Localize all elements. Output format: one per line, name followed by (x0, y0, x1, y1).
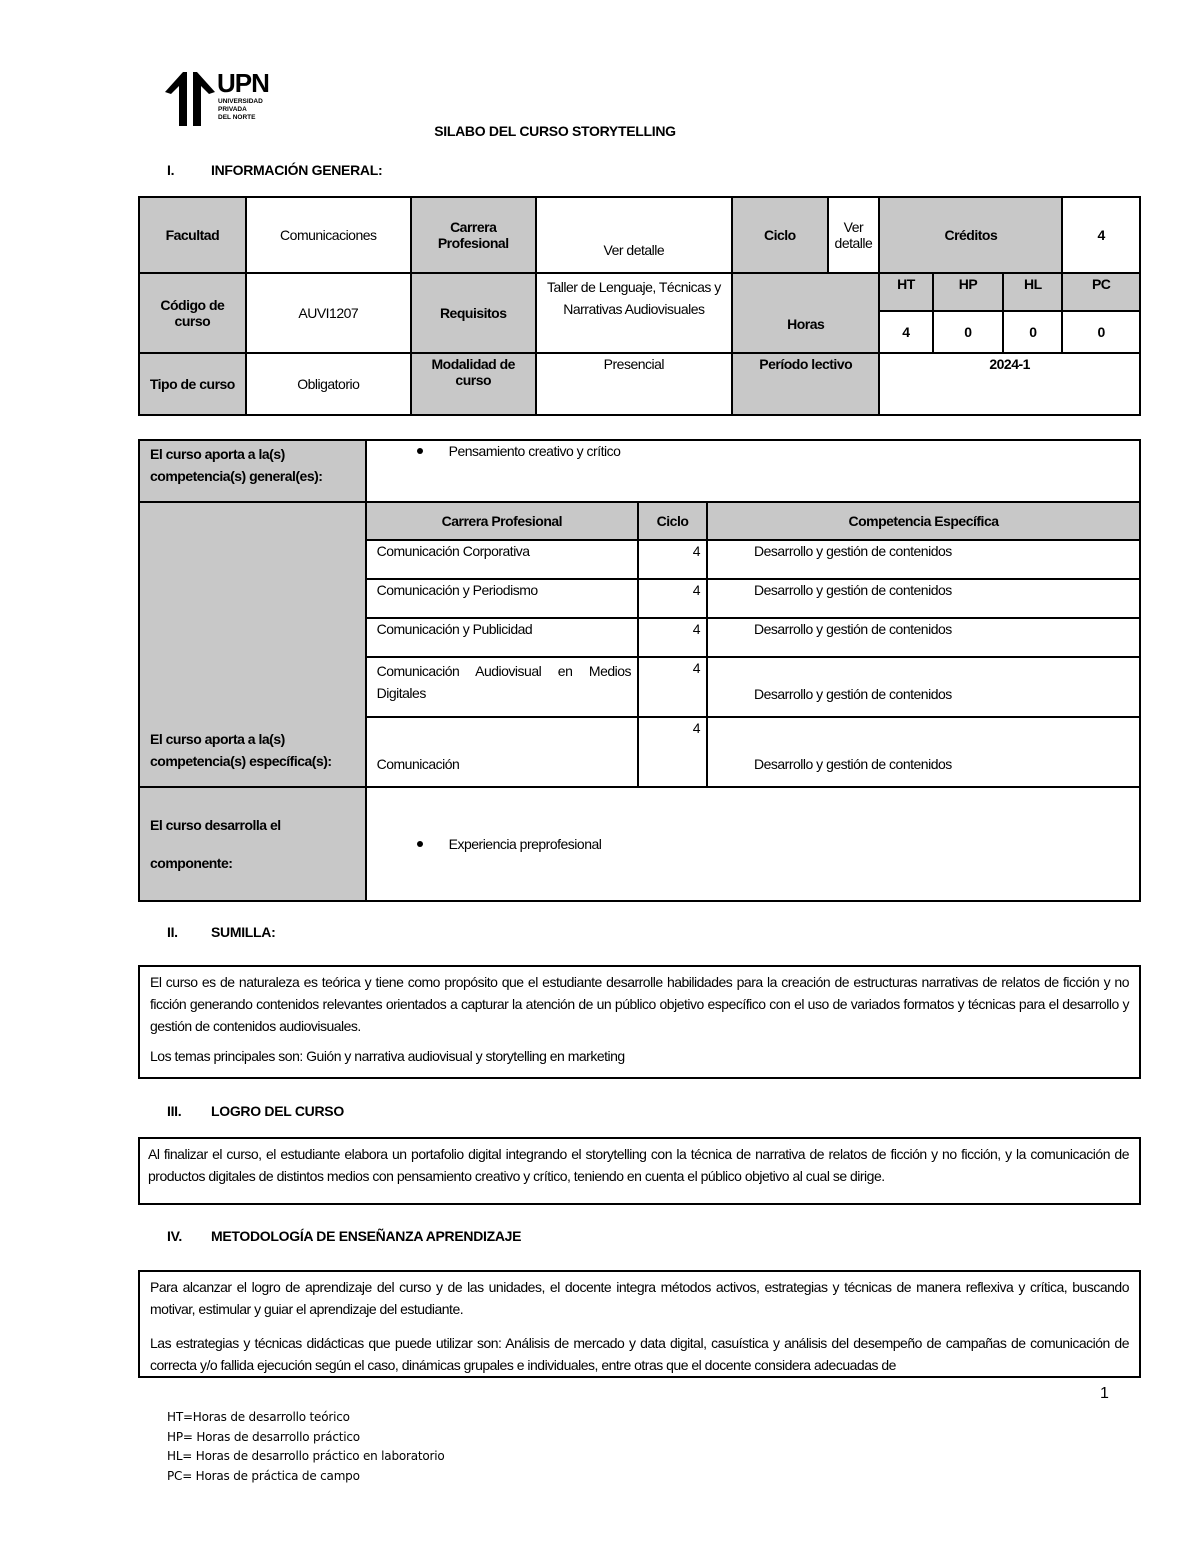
periodo-label: Período lectivo (732, 353, 879, 415)
creditos-label: Créditos (879, 197, 1062, 273)
row-ciclo: 4 (638, 579, 707, 618)
sumilla-topics: Los temas principales son: Guión y narrativa audiovisual y storytelling en marketing (150, 1048, 625, 1064)
legend-item: HT=Horas de desarrollo teórico (167, 1410, 350, 1424)
row-carrera: Comunicación (366, 717, 638, 787)
codigo-value: AUVI1207 (246, 273, 411, 353)
metodologia-paragraph-2: Las estrategias y técnicas didácticas que puede utilizar son: Análisis de mercado y data digital, casuística y análisis del desempeño de campañas de comunicación de correcta y/o fallida ejecución según el caso, dinámicas grupales e individuales, entre otras que el docente considera adecuadas de (150, 1335, 1129, 1373)
hours-value-hl: 0 (1003, 311, 1062, 353)
hours-header-pc: PC (1062, 273, 1140, 311)
row-competencia: Desarrollo y gestión de contenidos (707, 657, 1140, 717)
metodologia-paragraph-1: Para alcanzar el logro de aprendizaje del curso y de las unidades, el docente integra métodos activos, estrategias y técnicas de manera reflexiva y crítica, buscando motivar, estimular y guiar el aprendizaje del estudiante. (150, 1279, 1129, 1317)
section-heading-sumilla: II. SUMILLA: (167, 924, 276, 940)
row-competencia: Desarrollo y gestión de contenidos (707, 618, 1140, 657)
requisitos-label: Requisitos (411, 273, 536, 353)
header-carrera: Carrera Profesional (366, 502, 638, 540)
page-number: 1 (1100, 1385, 1109, 1402)
logo-subtitle: UNIVERSIDAD PRIVADA DEL NORTE (218, 98, 263, 121)
bullet-icon (417, 841, 423, 847)
ciclo-value: Ver detalle (828, 197, 880, 273)
periodo-value: 2024-1 (879, 353, 1140, 415)
sumilla-box (138, 965, 1141, 1079)
row-ciclo: 4 (638, 717, 707, 787)
general-competence-cell (366, 440, 1140, 502)
row-competencia: Desarrollo y gestión de contenidos (707, 540, 1140, 579)
row-competencia: Desarrollo y gestión de contenidos (707, 717, 1140, 787)
row-carrera: Comunicación y Periodismo (366, 579, 638, 618)
row-carrera: Comunicación Audiovisual en Medios Digitales (366, 657, 638, 717)
sumilla-paragraph: El curso es de naturaleza es teórica y tiene como propósito que el estudiante desarrolle habilidades para la creación de estructuras narrativas de relatos de ficción y no ficción generando contenidos relevantes orientados a capturar la atención de un público objetivo específico con el uso de variados formatos y técnicas para el desarrollo y gestión de contenidos audiovisuales. (150, 974, 1129, 1034)
general-competence-item: Pensamiento creativo y crítico (448, 443, 621, 459)
document-title: SILABO DEL CURSO STORYTELLING (434, 123, 676, 139)
carrera-label: Carrera Profesional (411, 197, 536, 273)
section-heading-metodologia: IV. METODOLOGÍA DE ENSEÑANZA APRENDIZAJE (167, 1228, 522, 1244)
upn-arrow-icon (165, 70, 215, 126)
row-competencia: Desarrollo y gestión de contenidos (707, 579, 1140, 618)
competencias-table (138, 439, 1141, 902)
componente-label: El curso desarrolla el componente: (139, 787, 366, 901)
carrera-value: Ver detalle (536, 197, 733, 273)
tipo-label: Tipo de curso (139, 353, 246, 415)
hours-header-hl: HL (1003, 273, 1062, 311)
hours-legend (167, 1408, 445, 1486)
upn-logo (165, 70, 275, 128)
modalidad-value: Presencial (536, 353, 733, 415)
componente-cell (366, 787, 1140, 901)
general-info-table (138, 196, 1141, 416)
horas-label: Horas (732, 273, 879, 353)
logo-name: UPN (217, 68, 269, 98)
row-ciclo: 4 (638, 618, 707, 657)
logro-box (138, 1137, 1141, 1205)
logro-paragraph: Al finalizar el curso, el estudiante elabora un portafolio digital integrando el storytelling con la técnica de narrativa de relatos de ficción y no ficción, y la comunicación de productos digitales de distintos medios con pensamiento creativo y crítico, teniendo en cuenta el público objetivo al cual se dirige. (148, 1146, 1129, 1184)
row-ciclo: 4 (638, 657, 707, 717)
metodologia-box (138, 1270, 1141, 1378)
section-heading-logro: III. LOGRO DEL CURSO (167, 1103, 344, 1119)
hours-header-hp: HP (933, 273, 1004, 311)
ciclo-label: Ciclo (732, 197, 827, 273)
hours-value-pc: 0 (1062, 311, 1140, 353)
modalidad-label: Modalidad de curso (411, 353, 536, 415)
legend-item: HP= Horas de desarrollo práctico (167, 1429, 360, 1444)
general-competence-label: El curso aporta a la(s) competencia(s) general(es): (139, 440, 366, 502)
section-heading-general: I. INFORMACIÓN GENERAL: (167, 162, 383, 178)
header-ciclo: Ciclo (638, 502, 707, 540)
row-ciclo: 4 (638, 540, 707, 579)
legend-item: HL= Horas de desarrollo práctico en laboratorio (167, 1449, 445, 1463)
specific-competence-label: El curso aporta a la(s) competencia(s) específica(s): (139, 502, 366, 787)
bullet-icon (417, 448, 423, 454)
row-carrera: Comunicación Corporativa (366, 540, 638, 579)
header-competencia: Competencia Específica (707, 502, 1140, 540)
tipo-value: Obligatorio (246, 353, 411, 415)
hours-value-ht: 4 (879, 311, 932, 353)
componente-item: Experiencia preprofesional (448, 836, 602, 852)
legend-item: PC= Horas de práctica de campo (167, 1468, 360, 1483)
footer-divider (138, 1376, 1141, 1378)
requisitos-value: Taller de Lenguaje, Técnicas y Narrativas Audiovisuales (536, 273, 733, 353)
row-carrera: Comunicación y Publicidad (366, 618, 638, 657)
facultad-value: Comunicaciones (246, 197, 411, 273)
codigo-label: Código de curso (139, 273, 246, 353)
hours-value-hp: 0 (933, 311, 1004, 353)
hours-header-ht: HT (879, 273, 932, 311)
creditos-value: 4 (1062, 197, 1140, 273)
facultad-label: Facultad (139, 197, 246, 273)
